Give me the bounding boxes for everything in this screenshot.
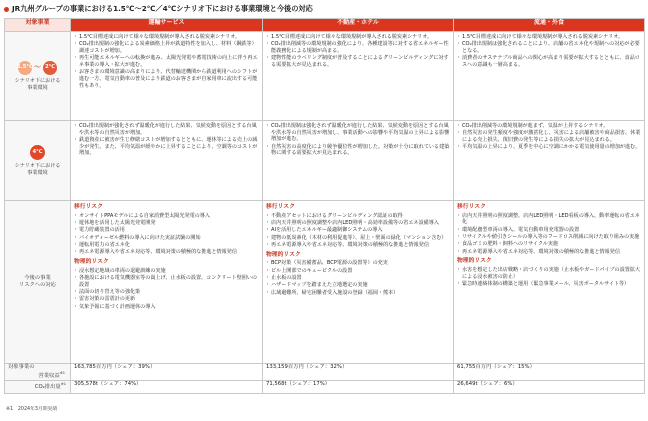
list-item: ・ 遊休地を活用した太陽光発電開発	[74, 220, 259, 227]
list-item: ・ ビル上開部でのキューピクルの設置	[266, 268, 450, 275]
list-item: ・ 再エネ電源導入や省エネ対応等、環境対策の積極的な推進と情報発信	[74, 249, 259, 256]
scenario-high-realestate	[263, 121, 454, 201]
scenario-low-retail	[454, 32, 645, 121]
label-response: 今後の事業 リスクへの対応	[5, 201, 71, 364]
tilde-mark: ～	[34, 63, 41, 72]
header-segment-transport: 運輸サービス	[71, 19, 263, 32]
list-item: ・ 食品ゴミの肥料・飼料へのリサイクル実施	[457, 241, 641, 248]
scenario-low-realestate	[263, 32, 454, 121]
co2-label-text: CO₂排出量	[34, 384, 61, 391]
scenario-high-transport	[71, 121, 263, 201]
list-item: ・ CO₂排出削減等の環境規制が進まず、気温が上昇するシナリオ。	[457, 123, 641, 130]
list-item: ・ AIを活用したエネルギー最適制御システムの導入	[266, 227, 450, 234]
list-item: ・ 店内天井照明の照度調整、店内LED照明・LED看板の導入、動率運転の省エネ化	[457, 213, 641, 226]
list-item: ・ CO₂排出削減等の環境規制の強化により、各種建設等に対する省エネルギー性能義務化による規制が高まる。	[266, 41, 450, 54]
list-item: ・ 店内天井照明の照度調整や店内LED照明・高効率設備等の省エネ設備導入	[266, 220, 450, 227]
list-item: ・ 広域避難所、帰宅困難者受入施設の登録（福岡・熊本）	[266, 290, 450, 297]
co2-retail: 26,649t（シェア：6%）	[454, 380, 645, 393]
scenario-high-retail	[454, 121, 645, 201]
row-scenario-high	[5, 121, 645, 201]
list-item: ・ 平均気温の上昇により、夏季を中心に空調にかかる電気使用量の増加が進む。	[457, 144, 641, 151]
label-scenario-high	[5, 121, 71, 201]
transition-risk-heading: 移行リスク	[457, 204, 486, 210]
temp-circle-2: 2℃	[43, 61, 57, 75]
temp-circle-4: 4℃	[30, 145, 45, 160]
list-item: ・ 法面の切り替え等の強化策	[74, 289, 259, 296]
scenario-table	[4, 18, 645, 394]
scenario-high-badge	[5, 145, 70, 160]
list-item: ・ 再エネ電源導入や省エネ対応等、環境対策の積極的な推進と情報発信	[266, 242, 450, 249]
list-item: ・ 自然災害の高度化により競争優位性が増加した。対策が十分に取れている建築物に関する需要拡大が見込まれる。	[266, 144, 450, 157]
co2-transport: 305,578t（シェア：74%）	[71, 380, 263, 393]
list-item: ・ 鉄道資産に被害が生じ修繕コストが増加するとともに、運休等による売上の減少が発生。また、平均気温が緩やかに上昇することにより、空調等のコストが増加。	[74, 137, 259, 157]
list-item: ・ BCP対策（災害備蓄品、BCP電源の設置等）の充実	[266, 260, 450, 267]
row-revenue	[5, 364, 645, 381]
co2-realestate: 71,568t（シェア：17%）	[263, 380, 454, 393]
row-co2	[5, 380, 645, 393]
list-item: ・ CO₂排出規制の強化による炭素価格上昇が鉄道特性を加入し、材料（鋼鉄等）調達コストが増加。	[74, 41, 259, 54]
scenario-low-label: シナリオ下における 事業環境	[14, 77, 61, 91]
row-scenario-low	[5, 32, 645, 121]
list-item: ・ 自然災害の発生頻度や強度が激甚化し、災害による店舗被害や商品損害、休業による売上損失、復旧費の発生等による損失の拡大が見込まれる。	[457, 130, 641, 143]
transition-risk-heading: 移行リスク	[266, 204, 295, 210]
list-item: ・ CO₂排出規制が強化されず温暖化が進行した結果、気候変動を原因とする台風や洪水等の自然災害が増加。	[74, 123, 259, 136]
footnote-ref: ※1	[60, 382, 66, 387]
list-item: ・ 建物性能のラベリング制度が普及することによるグリーンビルディングに対する需要拡大が見込まれる。	[266, 55, 450, 68]
label-revenue: 対象事業の 営業収益$^{※1}$	[5, 364, 71, 381]
footnote-ref: ※1	[59, 370, 65, 375]
physical-risk-heading: 物理的リスク	[457, 258, 492, 265]
response-retail	[454, 201, 645, 364]
footnote: ※1 2024年3月期実績	[6, 407, 58, 412]
list-item: ・ 不動産アセットにおけるグリーンビルディング認証の取得	[266, 213, 450, 220]
response-transport	[71, 201, 263, 364]
list-item: ・ 各施設における電気機器室等の嵩上げ、止水板の設置、コンクリート壁囲いの設置	[74, 275, 259, 288]
list-item: ・ CO₂排出規制は強化されることにより、店舗の省エネ化や規制への対応が必要となる。	[457, 41, 641, 54]
list-item: ・ 環境配慮型車両の導入、電気自動車用充電器の設置	[457, 227, 641, 234]
revenue-transport: 163,785百万円（シェア：39%）	[71, 364, 263, 381]
table-header-row	[5, 19, 645, 32]
revenue-label-text: 営業収益	[38, 372, 60, 379]
list-item: ・ オンサイトPPAモデルによる自家消費型太陽光発電の導入	[74, 213, 259, 220]
list-item: ・ 浸水想定地域の車両の退避訓練の実施	[74, 268, 259, 275]
scenario-high-label: シナリオ下における 事業環境	[14, 162, 61, 176]
revenue-realestate: 133,159百万円（シェア：32%）	[263, 364, 454, 381]
list-item: ・ 止水板の設置	[266, 275, 450, 282]
list-item: ・ 再生可能エネルギーへの転換が進み、太陽光発電や蓄電技術の向上に伴う再エネ事業の導入・拡大が進む。	[74, 55, 259, 68]
list-item: ・ 電力貯蔵装置の活用	[74, 227, 259, 234]
list-item: ・ CO₂排出規制は強化されず温暖化が進行した結果、気候変動を原因とする台風や洪水等の自然災害が増加し、事業活動への影響や平均気温の上昇による影響増加が進む。	[266, 123, 450, 143]
list-item: ・ 気象予報に基づく計画運休の導入	[74, 304, 259, 311]
scenario-low-badges	[5, 61, 70, 75]
revenue-retail: 61,755百万円（シェア：15%）	[454, 364, 645, 381]
transition-risk-heading: 移行リスク	[74, 204, 103, 210]
list-item: ・ 雷害対策の雷震計の更新	[74, 296, 259, 303]
physical-risk-heading: 物理的リスク	[266, 251, 301, 258]
row-response	[5, 201, 645, 364]
physical-risk-heading: 物理的リスク	[74, 258, 109, 265]
header-target-business: 対象事業	[5, 19, 71, 32]
list-item: ・ 1.5℃目標達成に向けて様々な環境規制が導入される脱炭素シナリオ。	[457, 34, 641, 41]
list-item: ・ 運転用電力の省エネ化	[74, 242, 259, 249]
list-item: ・ お客さまの環境意識の高まりにより、代替輸送機関から鉄道利用へのシフトが進む一方、電気自動車の普及により鉄道のお客さまが自家用車に流出する可能性もあり。	[74, 69, 259, 89]
list-item: ・ ハザードマップを踏まえた立地選定の実施	[266, 282, 450, 289]
list-item: ・ 水害を想定した出店戦略・店づくりの実施（止水板やガードパイプの設置拡大による浸水被害の防止）	[457, 267, 641, 280]
header-segment-retail: 流通・外食	[454, 19, 645, 32]
list-item: ・ 1.5℃目標達成に向けて様々な環境規制が導入される脱炭素シナリオ。	[74, 34, 259, 41]
title-bullet-icon	[4, 7, 9, 12]
list-item: ・ 消費者のサステナブル商品への関心が高まり需要が拡大するとともに、食品ロスへの意識も一層高まる。	[457, 55, 641, 68]
scenario-low-transport	[71, 32, 263, 121]
page-title-text: JR九州グループの事業における1.5℃～2℃／4℃シナリオ下における事業環境と今後の対応	[12, 4, 313, 14]
temp-circle-1-5: 1.5℃	[18, 61, 32, 75]
list-item: ・ 緊急時連絡体制の構築と運用（緊急事業メール、災害ポータルサイト等）	[457, 281, 641, 288]
list-item: ・ 1.5℃目標達成に向けて様々な環境規制が導入される脱炭素シナリオ。	[266, 34, 450, 41]
list-item: ・ バイオディーゼル燃料の導入に向けた実証試験の開始	[74, 235, 259, 242]
list-item: ・ リサイクルや値引きシールの導入等のフードロス削減に向けた取り組みの実施	[457, 234, 641, 241]
header-segment-realestate: 不動産・ホテル	[263, 19, 454, 32]
label-scenario-low	[5, 32, 71, 121]
list-item: ・ 再エネ電源導入や省エネ対応等、環境対策の積極的な推進と情報発信	[457, 249, 641, 256]
label-co2	[5, 380, 71, 393]
response-realestate	[263, 201, 454, 364]
list-item: ・ 建物の低炭素化（木材の利用促進等）、屋上・壁面の緑化（マンション含む）	[266, 235, 450, 242]
page-title	[4, 3, 313, 15]
